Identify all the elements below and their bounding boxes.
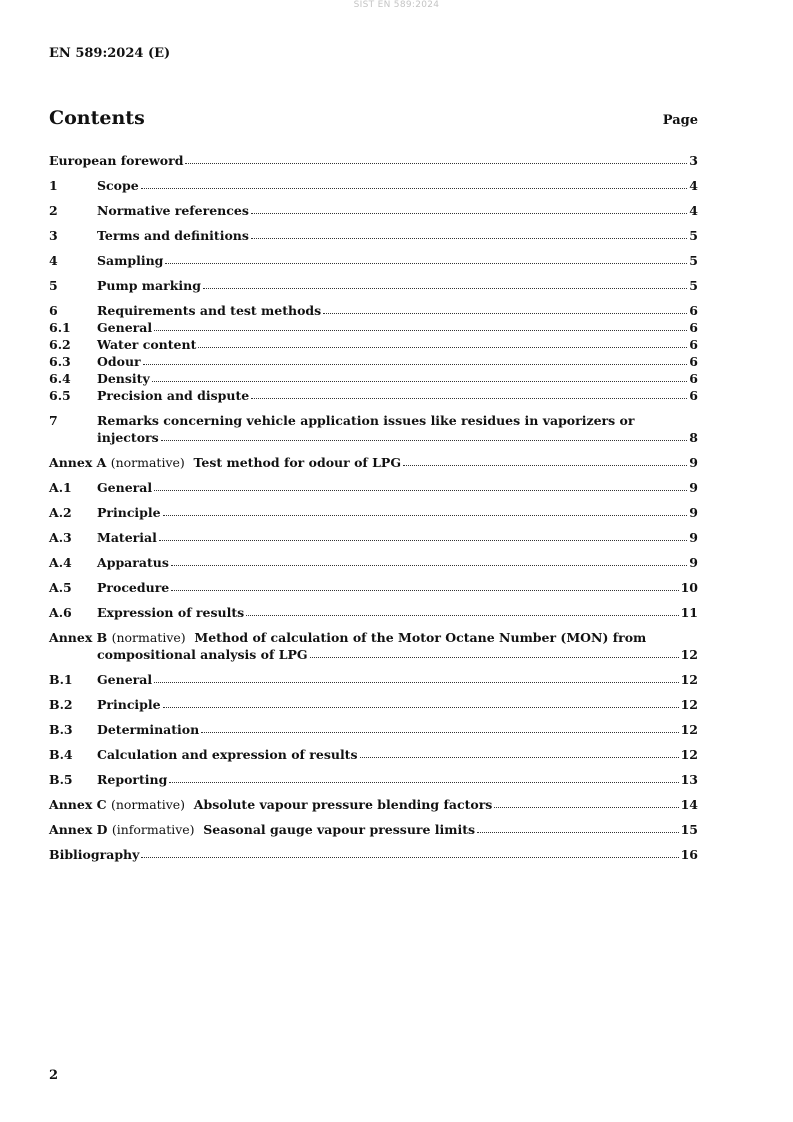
leader-dots xyxy=(251,388,687,400)
leader-dots xyxy=(246,605,678,617)
toc-entry-title: Principle xyxy=(97,505,161,520)
document-id: EN 589:2024 (E) xyxy=(49,46,171,61)
toc-entry-page: 15 xyxy=(680,822,698,837)
toc-entry-title: General xyxy=(97,672,153,687)
toc-entry-page: 12 xyxy=(680,647,698,662)
toc-entry-title: General xyxy=(97,320,153,335)
leader-dots xyxy=(154,480,687,492)
toc-entry-number: 3 xyxy=(49,228,58,243)
toc-entry-title: Expression of results xyxy=(97,605,245,620)
toc-entry-remarks[interactable] xyxy=(49,412,698,429)
toc-entry-page: 14 xyxy=(680,797,698,812)
toc-entry-page: 9 xyxy=(689,455,698,470)
toc-entry-page: 4 xyxy=(689,178,698,193)
toc-entry-b5[interactable] xyxy=(49,771,698,788)
toc-entry-terms[interactable] xyxy=(49,227,698,244)
toc-entry-title: Principle xyxy=(97,697,161,712)
leader-dots xyxy=(165,253,687,265)
toc-entry-number: A.4 xyxy=(49,555,72,570)
toc-entry-number: 6.5 xyxy=(49,388,71,403)
toc-entry-number: 4 xyxy=(49,253,58,268)
toc-entry-precision[interactable] xyxy=(49,387,698,404)
toc-entry-normative-references[interactable] xyxy=(49,202,698,219)
toc-entry-annex-c[interactable] xyxy=(49,796,698,813)
toc-entry-annex-b-continued[interactable] xyxy=(49,646,698,663)
toc-entry-odour[interactable] xyxy=(49,353,698,370)
toc-entry-page: 10 xyxy=(680,580,698,595)
toc-entry-page: 12 xyxy=(680,672,698,687)
toc-entry-number: A.1 xyxy=(49,480,72,495)
toc-entry-foreword[interactable] xyxy=(49,152,698,169)
toc-entry-b4[interactable] xyxy=(49,746,698,763)
toc-entry-page: 4 xyxy=(689,203,698,218)
toc-entry-b1[interactable] xyxy=(49,671,698,688)
leader-dots xyxy=(171,555,687,567)
toc-entry-page: 3 xyxy=(689,153,698,168)
toc-entry-title: Density xyxy=(97,371,150,386)
toc-entry-bibliography[interactable] xyxy=(49,846,698,863)
toc-entry-title: Calculation and expression of results xyxy=(97,747,358,762)
leader-dots xyxy=(163,697,679,709)
leader-dots xyxy=(143,354,688,366)
toc-entry-number: 6.3 xyxy=(49,354,71,369)
toc-entry-a4[interactable] xyxy=(49,554,698,571)
annex-kind: (normative) xyxy=(110,797,186,812)
toc-entry-page: 6 xyxy=(689,320,698,335)
toc-entry-page: 12 xyxy=(680,697,698,712)
annex-label: Annex D xyxy=(49,822,108,837)
toc-entry-title-line1: Remarks concerning vehicle application issues like residues in vaporizers or xyxy=(97,413,635,428)
leader-dots xyxy=(251,203,687,215)
leader-dots xyxy=(161,430,688,442)
toc-entry-page: 12 xyxy=(680,722,698,737)
toc-entry-title: Absolute vapour pressure blending factors xyxy=(193,797,493,812)
toc-entry-page: 6 xyxy=(689,388,698,403)
toc-entry-requirements[interactable] xyxy=(49,302,698,319)
toc-entry-title: Scope xyxy=(97,178,139,193)
leader-dots xyxy=(201,722,678,734)
toc-entry-annex-b[interactable] xyxy=(49,629,698,646)
toc-entry-title: European foreword xyxy=(49,153,184,168)
toc-entry-a5[interactable] xyxy=(49,579,698,596)
toc-entry-number: 6.2 xyxy=(49,337,71,352)
toc-entry-page: 9 xyxy=(689,555,698,570)
toc-entry-number: B.1 xyxy=(49,672,73,687)
annex-label: Annex C xyxy=(49,797,107,812)
toc-entry-page: 6 xyxy=(689,303,698,318)
toc-entry-water-content[interactable] xyxy=(49,336,698,353)
toc-entry-number: A.6 xyxy=(49,605,72,620)
leader-dots xyxy=(360,747,679,759)
leader-dots xyxy=(141,847,678,859)
toc-entry-title: Pump marking xyxy=(97,278,201,293)
toc-entry-number: 5 xyxy=(49,278,58,293)
leader-dots xyxy=(323,303,687,315)
toc-entry-title: Seasonal gauge vapour pressure limits xyxy=(203,822,476,837)
watermark: SIST EN 589:2024 xyxy=(353,0,440,10)
toc-entry-annex-d[interactable] xyxy=(49,821,698,838)
toc-entry-page: 16 xyxy=(680,847,698,862)
toc-entry-number: A.5 xyxy=(49,580,72,595)
toc-entry-number: 6.1 xyxy=(49,320,71,335)
toc-entry-number: A.3 xyxy=(49,530,72,545)
toc-entry-a1[interactable] xyxy=(49,479,698,496)
toc-entry-general[interactable] xyxy=(49,319,698,336)
leader-dots xyxy=(152,371,688,383)
toc-entry-page: 8 xyxy=(689,430,698,445)
toc-entry-title-line2: compositional analysis of LPG xyxy=(97,647,308,662)
annex-kind: (normative) xyxy=(110,455,185,470)
toc-entry-a3[interactable] xyxy=(49,529,698,546)
toc-entry-number: A.2 xyxy=(49,505,72,520)
leader-dots xyxy=(477,822,679,834)
toc-entry-number: B.3 xyxy=(49,722,73,737)
toc-entry-title: Sampling xyxy=(97,253,164,268)
toc-entry-title: Apparatus xyxy=(97,555,169,570)
toc-entry-title: Reporting xyxy=(97,772,168,787)
toc-entry-number: B.4 xyxy=(49,747,73,762)
annex-kind: (informative) xyxy=(111,822,195,837)
toc-entry-number: B.2 xyxy=(49,697,73,712)
leader-dots xyxy=(169,772,678,784)
toc-entry-title: General xyxy=(97,480,153,495)
annex-label: Annex B xyxy=(49,630,108,645)
toc-entry-scope[interactable] xyxy=(49,177,698,194)
toc-entry-page: 6 xyxy=(689,371,698,386)
leader-dots xyxy=(251,228,687,240)
toc-entry-title-line2: injectors xyxy=(97,430,159,445)
toc-entry-title: Bibliography xyxy=(49,847,140,862)
toc-entry-number: B.5 xyxy=(49,772,73,787)
toc-entry-number: 6.4 xyxy=(49,371,71,386)
toc-entry-page: 6 xyxy=(689,337,698,352)
leader-dots xyxy=(494,797,678,809)
toc-entry-number: 7 xyxy=(49,413,58,428)
toc-entry-page: 9 xyxy=(689,530,698,545)
toc-entry-page: 5 xyxy=(689,278,698,293)
toc-entry-title: Requirements and test methods xyxy=(97,303,322,318)
leader-dots xyxy=(171,580,678,592)
toc-entry-title: Water content xyxy=(97,337,197,352)
toc-entry-title: Test method for odour of LPG xyxy=(193,455,401,470)
leader-dots xyxy=(141,178,688,190)
toc-entry-page: 9 xyxy=(689,480,698,495)
toc-entry-page: 13 xyxy=(680,772,698,787)
toc-entry-density[interactable] xyxy=(49,370,698,387)
toc-entry-title: Odour xyxy=(97,354,141,369)
toc-entry-title: Terms and definitions xyxy=(97,228,249,243)
toc-entry-b2[interactable] xyxy=(49,696,698,713)
page-number: 2 xyxy=(49,1068,59,1083)
contents-title: Contents xyxy=(49,107,145,129)
leader-dots xyxy=(159,530,687,542)
leader-dots xyxy=(154,320,687,332)
toc-entry-b3[interactable] xyxy=(49,721,698,738)
toc-entry-title: Material xyxy=(97,530,157,545)
toc-entry-title: Normative references xyxy=(97,203,249,218)
toc-entry-number: 1 xyxy=(49,178,58,193)
leader-dots xyxy=(310,647,679,659)
toc-entry-title: Precision and dispute xyxy=(97,388,250,403)
toc-entry-title: Procedure xyxy=(97,580,170,595)
annex-kind: (normative) xyxy=(111,630,186,645)
toc-entry-a6[interactable] xyxy=(49,604,698,621)
toc-entry-page: 11 xyxy=(680,605,698,620)
table-of-contents xyxy=(49,152,698,863)
toc-entry-pump-marking[interactable] xyxy=(49,277,698,294)
toc-entry-title-line1: Method of calculation of the Motor Octane Number (MON) from xyxy=(194,630,647,645)
toc-entry-number: 6 xyxy=(49,303,58,318)
toc-entry-page: 5 xyxy=(689,253,698,268)
leader-dots xyxy=(203,278,687,290)
toc-entry-page: 6 xyxy=(689,354,698,369)
toc-entry-annex-a[interactable] xyxy=(49,454,698,471)
leader-dots xyxy=(163,505,688,517)
leader-dots xyxy=(403,455,687,467)
toc-entry-remarks-continued[interactable] xyxy=(49,429,698,446)
toc-entry-page: 9 xyxy=(689,505,698,520)
toc-entry-a2[interactable] xyxy=(49,504,698,521)
toc-entry-page: 5 xyxy=(689,228,698,243)
toc-entry-sampling[interactable] xyxy=(49,252,698,269)
toc-entry-number: 2 xyxy=(49,203,58,218)
leader-dots xyxy=(154,672,678,684)
toc-entry-title: Determination xyxy=(97,722,200,737)
leader-dots xyxy=(185,153,687,165)
leader-dots xyxy=(198,337,687,349)
annex-label: Annex A xyxy=(49,455,107,470)
page-column-heading: Page xyxy=(662,113,698,128)
toc-entry-page: 12 xyxy=(680,747,698,762)
